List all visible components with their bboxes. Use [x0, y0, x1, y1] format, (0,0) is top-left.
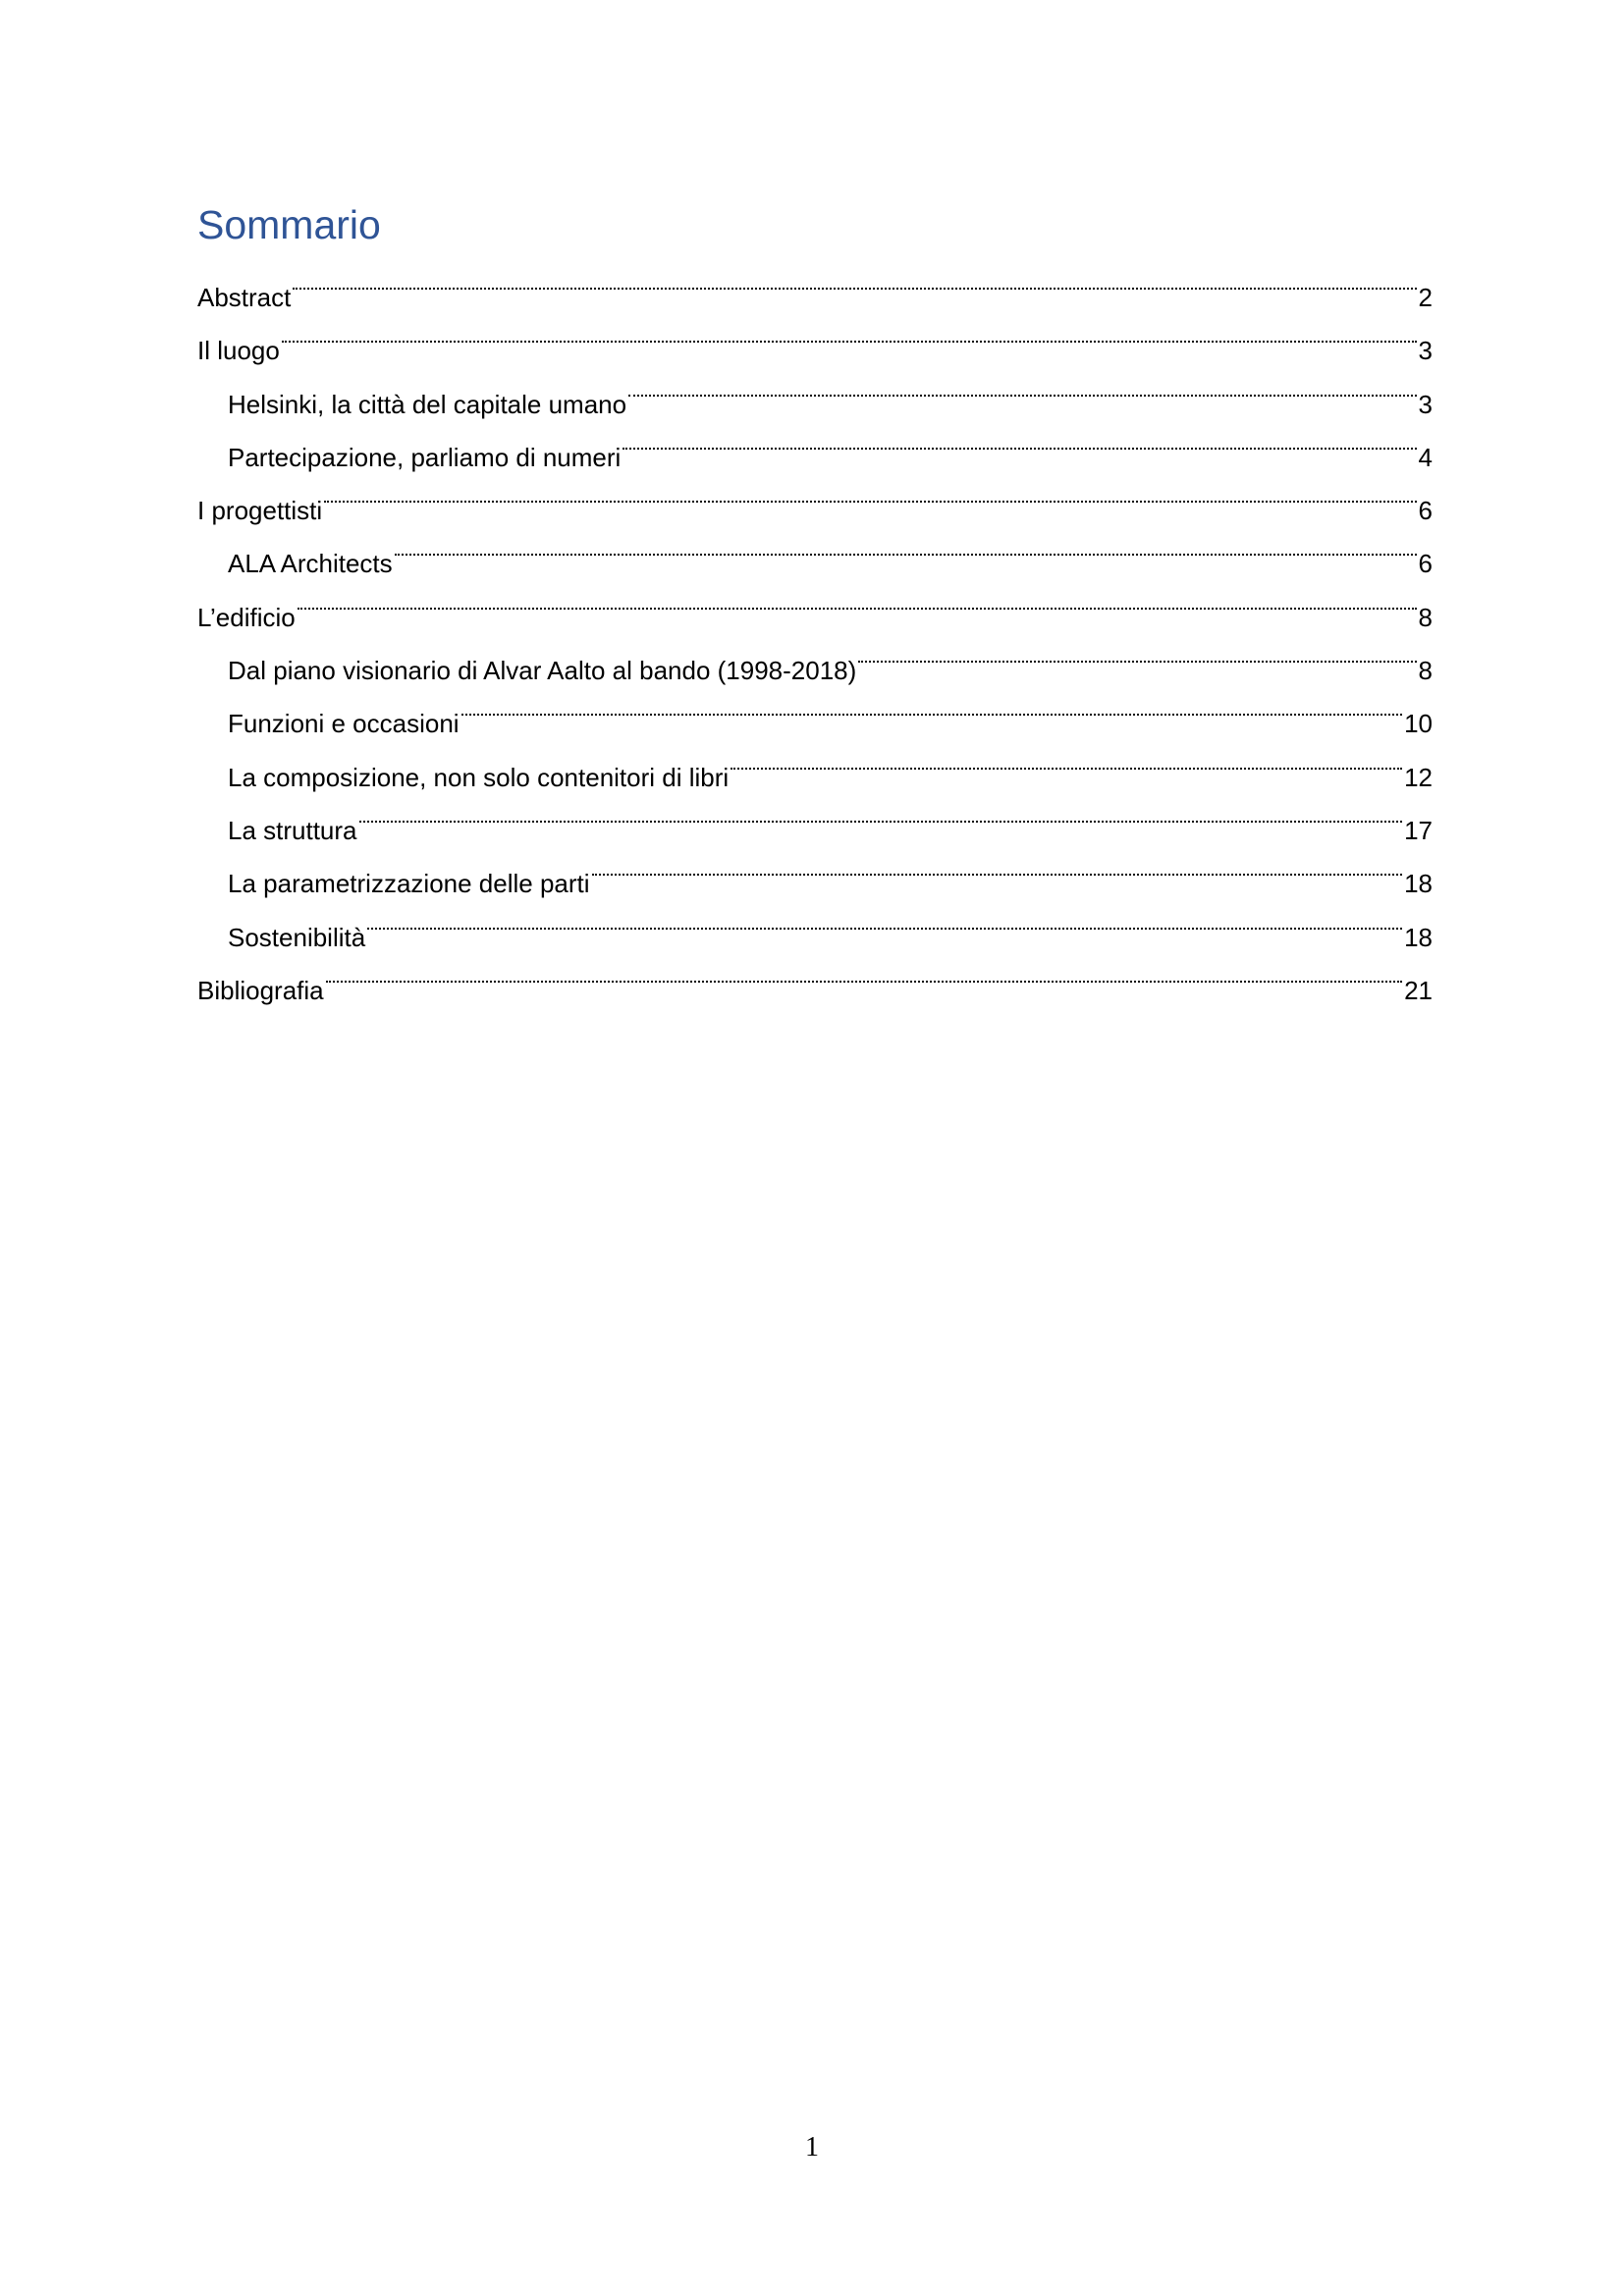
- toc-entry-page: 17: [1404, 815, 1433, 845]
- toc-entry-page: 6: [1418, 549, 1433, 579]
- dot-leader: [324, 466, 1416, 519]
- dot-leader: [731, 733, 1402, 786]
- dot-leader: [592, 839, 1403, 892]
- dot-leader: [298, 573, 1417, 626]
- dot-leader: [326, 946, 1402, 999]
- dot-leader: [293, 253, 1416, 306]
- toc-entry-page: 2: [1418, 283, 1433, 312]
- toc-entry-i-progettisti[interactable]: [197, 466, 1433, 526]
- dot-leader: [858, 626, 1416, 679]
- toc-entry-page: 3: [1418, 336, 1433, 366]
- toc-entry-title: La composizione, non solo contenitori di libri: [228, 762, 730, 792]
- dot-leader: [461, 679, 1403, 732]
- table-of-contents: [197, 253, 1433, 1005]
- toc-entry-il-luogo[interactable]: [197, 306, 1433, 366]
- toc-entry-title: L’edificio: [197, 602, 296, 632]
- toc-entry-title: Dal piano visionario di Alvar Aalto al bando (1998-2018): [228, 656, 857, 686]
- toc-entry-page: 18: [1404, 922, 1433, 952]
- toc-entry-title: Funzioni e occasioni: [228, 709, 460, 739]
- toc-entry-title: La parametrizzazione delle parti: [228, 869, 590, 899]
- toc-entry-l-edificio[interactable]: [197, 573, 1433, 632]
- toc-entry-ala-architects[interactable]: [197, 519, 1433, 579]
- toc-entry-abstract[interactable]: [197, 253, 1433, 312]
- toc-entry-helsinki[interactable]: [197, 360, 1433, 419]
- toc-entry-title: Bibliografia: [197, 975, 324, 1005]
- toc-entry-page: 6: [1418, 496, 1433, 526]
- toc-entry-title: I progettisti: [197, 496, 323, 526]
- toc-entry-sostenibilita[interactable]: [197, 893, 1433, 952]
- toc-entry-page: 12: [1404, 762, 1433, 792]
- page-number: 1: [805, 2132, 819, 2163]
- toc-entry-title: Helsinki, la città del capitale umano: [228, 389, 627, 419]
- toc-entry-title: Abstract: [197, 283, 292, 312]
- toc-entry-title: ALA Architects: [228, 549, 393, 579]
- toc-entry-piano-visionario[interactable]: [197, 626, 1433, 686]
- toc-entry-page: 21: [1404, 975, 1433, 1005]
- dot-leader: [367, 893, 1402, 946]
- toc-entry-page: 8: [1418, 602, 1433, 632]
- dot-leader: [395, 519, 1417, 572]
- toc-entry-title: Sostenibilità: [228, 922, 366, 952]
- toc-entry-title: Partecipazione, parliamo di numeri: [228, 442, 622, 472]
- toc-entry-page: 4: [1418, 442, 1433, 472]
- toc-entry-title: La struttura: [228, 815, 357, 845]
- toc-title: Sommario: [197, 202, 381, 247]
- dot-leader: [623, 413, 1416, 466]
- toc-entry-page: 8: [1418, 656, 1433, 686]
- toc-entry-struttura[interactable]: [197, 786, 1433, 845]
- toc-entry-bibliografia[interactable]: [197, 946, 1433, 1005]
- dot-leader: [282, 306, 1417, 359]
- dot-leader: [628, 360, 1416, 413]
- toc-entry-page: 10: [1404, 709, 1433, 739]
- toc-entry-title: Il luogo: [197, 336, 280, 366]
- dot-leader: [359, 786, 1403, 839]
- toc-entry-page: 3: [1418, 389, 1433, 419]
- toc-entry-page: 18: [1404, 869, 1433, 899]
- toc-entry-parametrizzazione[interactable]: [197, 839, 1433, 899]
